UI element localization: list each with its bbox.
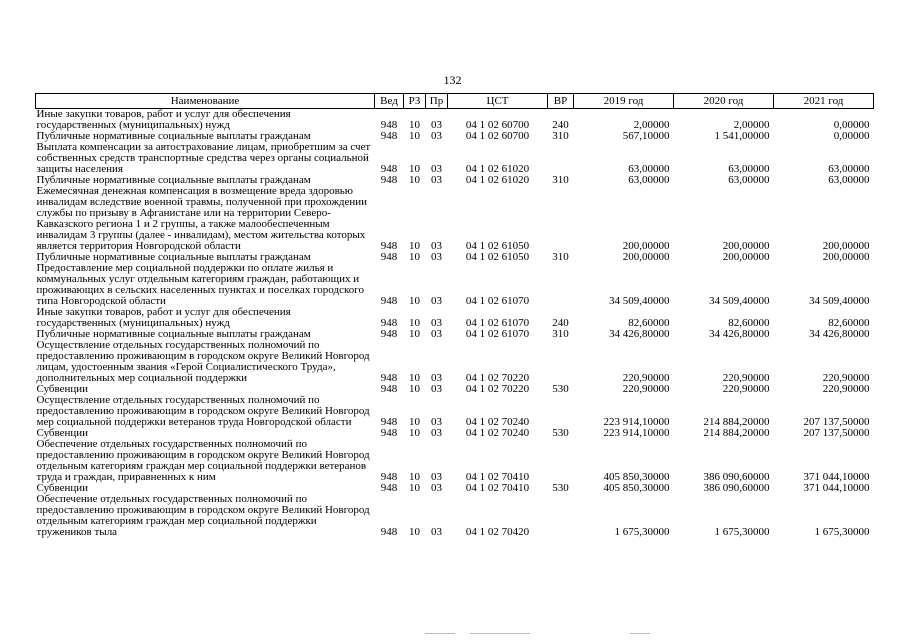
footer-rule bbox=[425, 633, 455, 634]
cell-y2021: 220,90000 bbox=[822, 383, 870, 395]
cell-y2019: 200,00000 bbox=[622, 251, 670, 263]
table-row bbox=[36, 142, 874, 175]
cell-name: Осуществление отдельных государственных полномочий по предоставлению проживающим в городском округе Великий Новгород лицам, удостоенным звания «Герой Социалистического Труда», дополнительных мер социальной поддержки bbox=[36, 339, 370, 384]
cell-pr: 03 bbox=[431, 119, 442, 131]
cell-y2020: 1 541,00000 bbox=[714, 130, 770, 142]
cell-rz: 10 bbox=[409, 383, 420, 395]
cell-y2020: 34 509,40000 bbox=[709, 295, 770, 307]
cell-y2019: 2,00000 bbox=[633, 119, 670, 131]
table-header-row bbox=[36, 94, 874, 109]
cell-y2020: 200,00000 bbox=[722, 240, 770, 252]
cell-vr: 310 bbox=[552, 174, 569, 186]
cell-rz: 10 bbox=[409, 130, 420, 142]
cell-vr: 310 bbox=[552, 328, 569, 340]
col-header-pr: Пр bbox=[426, 94, 448, 109]
cell-y2020: 220,90000 bbox=[722, 383, 770, 395]
cell-y2021: 207 137,50000 bbox=[803, 416, 870, 428]
cell-ved: 948 bbox=[380, 526, 398, 538]
cell-cst: 04 1 02 61020 bbox=[465, 163, 530, 175]
cell-ved: 948 bbox=[380, 471, 398, 483]
cell-name: Субвенции bbox=[36, 427, 89, 439]
cell-y2021: 200,00000 bbox=[822, 240, 870, 252]
cell-y2021: 34 509,40000 bbox=[809, 295, 870, 307]
cell-y2020: 386 090,60000 bbox=[703, 482, 770, 494]
cell-name: Предоставление мер социальной поддержки по оплате жилья и коммунальных услуг отдельным категориям граждан, работающих и проживающих в сельских населенных пунктах и поселках городского типа Новгородской области bbox=[36, 262, 364, 307]
cell-y2019: 223 914,10000 bbox=[603, 427, 670, 439]
cell-y2019: 1 675,30000 bbox=[614, 526, 670, 538]
col-header-rz: РЗ bbox=[404, 94, 426, 109]
cell-name: Обеспечение отдельных государственных полномочий по предоставлению проживающим в городском округе Великий Новгород отдельным категориям граждан мер социальной поддержки тружеников тыла bbox=[36, 493, 370, 538]
col-header-2020: 2020 год bbox=[674, 94, 774, 109]
cell-cst: 04 1 02 61070 bbox=[465, 328, 530, 340]
cell-rz: 10 bbox=[409, 174, 420, 186]
cell-vr: 240 bbox=[552, 119, 569, 131]
cell-y2021: 207 137,50000 bbox=[803, 427, 870, 439]
cell-y2019: 405 850,30000 bbox=[603, 482, 670, 494]
cell-vr bbox=[548, 263, 574, 307]
cell-rz: 10 bbox=[409, 328, 420, 340]
cell-rz: 10 bbox=[409, 251, 420, 263]
cell-ved: 948 bbox=[380, 295, 398, 307]
cell-y2020: 63,00000 bbox=[728, 174, 770, 186]
cell-ved: 948 bbox=[380, 240, 398, 252]
cell-cst: 04 1 02 61070 bbox=[465, 317, 530, 329]
table-row bbox=[36, 109, 874, 132]
footer-rule bbox=[630, 633, 650, 634]
col-header-cst: ЦСТ bbox=[448, 94, 548, 109]
cell-ved: 948 bbox=[380, 119, 398, 131]
cell-name: Ежемесячная денежная компенсация в возмещение вреда здоровью инвалидам вследствие военной травмы, полученной при прохождении службы по призыву в Афганистане или на территории Северо-Кавказского региона 1 и 2 группы, а также малообеспеченным инвалидам 3 группы (далее - инвалидам), местом жительства которых является территория Новгородской области bbox=[36, 185, 368, 252]
cell-cst: 04 1 02 60700 bbox=[465, 119, 530, 131]
cell-y2020: 1 675,30000 bbox=[714, 526, 770, 538]
cell-y2021: 0,00000 bbox=[833, 119, 870, 131]
cell-y2020: 214 884,20000 bbox=[703, 427, 770, 439]
cell-name: Публичные нормативные социальные выплаты гражданам bbox=[36, 130, 311, 142]
cell-ved: 948 bbox=[380, 427, 398, 439]
cell-pr: 03 bbox=[431, 416, 442, 428]
cell-vr: 530 bbox=[552, 383, 569, 395]
cell-pr: 03 bbox=[431, 471, 442, 483]
cell-cst: 04 1 02 70420 bbox=[465, 526, 530, 538]
table-row bbox=[36, 340, 874, 384]
cell-rz: 10 bbox=[409, 240, 420, 252]
cell-y2021: 371 044,10000 bbox=[803, 482, 870, 494]
cell-rz: 10 bbox=[409, 416, 420, 428]
cell-y2021: 63,00000 bbox=[828, 174, 870, 186]
cell-rz: 10 bbox=[409, 317, 420, 329]
cell-y2019: 223 914,10000 bbox=[603, 416, 670, 428]
cell-pr: 03 bbox=[431, 295, 442, 307]
cell-cst: 04 1 02 70410 bbox=[465, 482, 530, 494]
cell-y2019: 63,00000 bbox=[628, 163, 670, 175]
cell-rz: 10 bbox=[409, 427, 420, 439]
cell-y2021: 82,60000 bbox=[828, 317, 870, 329]
cell-ved: 948 bbox=[380, 251, 398, 263]
table-row bbox=[36, 494, 874, 538]
cell-name: Выплата компенсации за автострахование лицам, приобретшим за счет собственных средств транспортные средства через органы социальной защиты населения bbox=[36, 141, 371, 175]
cell-rz: 10 bbox=[409, 119, 420, 131]
cell-cst: 04 1 02 61050 bbox=[465, 240, 530, 252]
cell-y2021: 63,00000 bbox=[828, 163, 870, 175]
col-header-2021: 2021 год bbox=[774, 94, 874, 109]
table-row bbox=[36, 186, 874, 252]
cell-name: Обеспечение отдельных государственных полномочий по предоставлению проживающим в городском округе Великий Новгород отдельным категориям граждан мер социальной поддержки ветеранов труда и граждан, приравненных к ним bbox=[36, 438, 370, 483]
cell-pr: 03 bbox=[431, 130, 442, 142]
cell-y2021: 0,00000 bbox=[833, 130, 870, 142]
cell-cst: 04 1 02 70220 bbox=[465, 383, 530, 395]
cell-y2019: 34 426,80000 bbox=[609, 328, 670, 340]
cell-vr: 530 bbox=[552, 482, 569, 494]
cell-pr: 03 bbox=[431, 372, 442, 384]
cell-ved: 948 bbox=[380, 130, 398, 142]
cell-y2019: 567,10000 bbox=[622, 130, 670, 142]
cell-rz: 10 bbox=[409, 482, 420, 494]
cell-pr: 03 bbox=[431, 251, 442, 263]
cell-y2021: 200,00000 bbox=[822, 251, 870, 263]
cell-y2021: 1 675,30000 bbox=[814, 526, 870, 538]
cell-ved: 948 bbox=[380, 482, 398, 494]
cell-vr bbox=[548, 494, 574, 538]
cell-cst: 04 1 02 61020 bbox=[465, 174, 530, 186]
cell-name: Осуществление отдельных государственных полномочий по предоставлению проживающим в городском округе Великий Новгород мер социальной поддержки ветеранов труда Новгородской области bbox=[36, 394, 370, 428]
cell-y2020: 63,00000 bbox=[728, 163, 770, 175]
cell-name: Публичные нормативные социальные выплаты гражданам bbox=[36, 251, 311, 263]
cell-ved: 948 bbox=[380, 163, 398, 175]
cell-y2019: 220,90000 bbox=[622, 372, 670, 384]
footer-rule bbox=[470, 633, 530, 634]
cell-ved: 948 bbox=[380, 416, 398, 428]
col-header-2019: 2019 год bbox=[574, 94, 674, 109]
cell-name: Публичные нормативные социальные выплаты гражданам bbox=[36, 174, 311, 186]
cell-y2019: 220,90000 bbox=[622, 383, 670, 395]
cell-vr bbox=[548, 395, 574, 428]
cell-ved: 948 bbox=[380, 383, 398, 395]
cell-name: Субвенции bbox=[36, 482, 89, 494]
cell-y2019: 82,60000 bbox=[628, 317, 670, 329]
table-row bbox=[36, 439, 874, 483]
cell-pr: 03 bbox=[431, 526, 442, 538]
cell-pr: 03 bbox=[431, 383, 442, 395]
budget-table bbox=[35, 93, 874, 538]
cell-y2020: 220,90000 bbox=[722, 372, 770, 384]
cell-y2019: 34 509,40000 bbox=[609, 295, 670, 307]
table-row bbox=[36, 307, 874, 329]
cell-y2020: 200,00000 bbox=[722, 251, 770, 263]
cell-vr: 310 bbox=[552, 130, 569, 142]
cell-rz: 10 bbox=[409, 526, 420, 538]
cell-cst: 04 1 02 61050 bbox=[465, 251, 530, 263]
cell-rz: 10 bbox=[409, 471, 420, 483]
cell-cst: 04 1 02 61070 bbox=[465, 295, 530, 307]
col-header-name: Наименование bbox=[36, 94, 375, 109]
table-body bbox=[36, 109, 874, 539]
cell-name: Иные закупки товаров, работ и услуг для обеспечения государственных (муниципальных) нужд bbox=[36, 108, 291, 131]
cell-y2019: 63,00000 bbox=[628, 174, 670, 186]
page-number: 132 bbox=[443, 73, 462, 87]
cell-pr: 03 bbox=[431, 482, 442, 494]
cell-pr: 03 bbox=[431, 328, 442, 340]
cell-rz: 10 bbox=[409, 163, 420, 175]
cell-y2019: 200,00000 bbox=[622, 240, 670, 252]
cell-cst: 04 1 02 70220 bbox=[465, 372, 530, 384]
table-row bbox=[36, 263, 874, 307]
cell-vr bbox=[548, 340, 574, 384]
cell-pr: 03 bbox=[431, 174, 442, 186]
cell-rz: 10 bbox=[409, 295, 420, 307]
col-header-ved: Вед bbox=[375, 94, 404, 109]
cell-rz: 10 bbox=[409, 372, 420, 384]
cell-ved: 948 bbox=[380, 372, 398, 384]
cell-vr: 310 bbox=[552, 251, 569, 263]
cell-vr: 240 bbox=[552, 317, 569, 329]
cell-pr: 03 bbox=[431, 163, 442, 175]
cell-y2021: 220,90000 bbox=[822, 372, 870, 384]
cell-vr bbox=[548, 142, 574, 175]
cell-pr: 03 bbox=[431, 427, 442, 439]
cell-vr: 530 bbox=[552, 427, 569, 439]
cell-name: Публичные нормативные социальные выплаты гражданам bbox=[36, 328, 311, 340]
table-row bbox=[36, 395, 874, 428]
cell-ved: 948 bbox=[380, 328, 398, 340]
cell-cst: 04 1 02 60700 bbox=[465, 130, 530, 142]
cell-y2020: 2,00000 bbox=[733, 119, 770, 131]
col-header-vr: ВР bbox=[548, 94, 574, 109]
cell-name: Иные закупки товаров, работ и услуг для обеспечения государственных (муниципальных) нужд bbox=[36, 306, 291, 329]
cell-y2020: 386 090,60000 bbox=[703, 471, 770, 483]
cell-pr: 03 bbox=[431, 317, 442, 329]
cell-pr: 03 bbox=[431, 240, 442, 252]
cell-name: Субвенции bbox=[36, 383, 89, 395]
cell-cst: 04 1 02 70240 bbox=[465, 427, 530, 439]
cell-y2019: 405 850,30000 bbox=[603, 471, 670, 483]
cell-y2020: 214 884,20000 bbox=[703, 416, 770, 428]
cell-ved: 948 bbox=[380, 174, 398, 186]
cell-y2021: 34 426,80000 bbox=[809, 328, 870, 340]
cell-y2020: 82,60000 bbox=[728, 317, 770, 329]
cell-cst: 04 1 02 70410 bbox=[465, 471, 530, 483]
cell-y2021: 371 044,10000 bbox=[803, 471, 870, 483]
cell-vr bbox=[548, 439, 574, 483]
cell-cst: 04 1 02 70240 bbox=[465, 416, 530, 428]
cell-y2020: 34 426,80000 bbox=[709, 328, 770, 340]
cell-vr bbox=[548, 186, 574, 252]
cell-ved: 948 bbox=[380, 317, 398, 329]
